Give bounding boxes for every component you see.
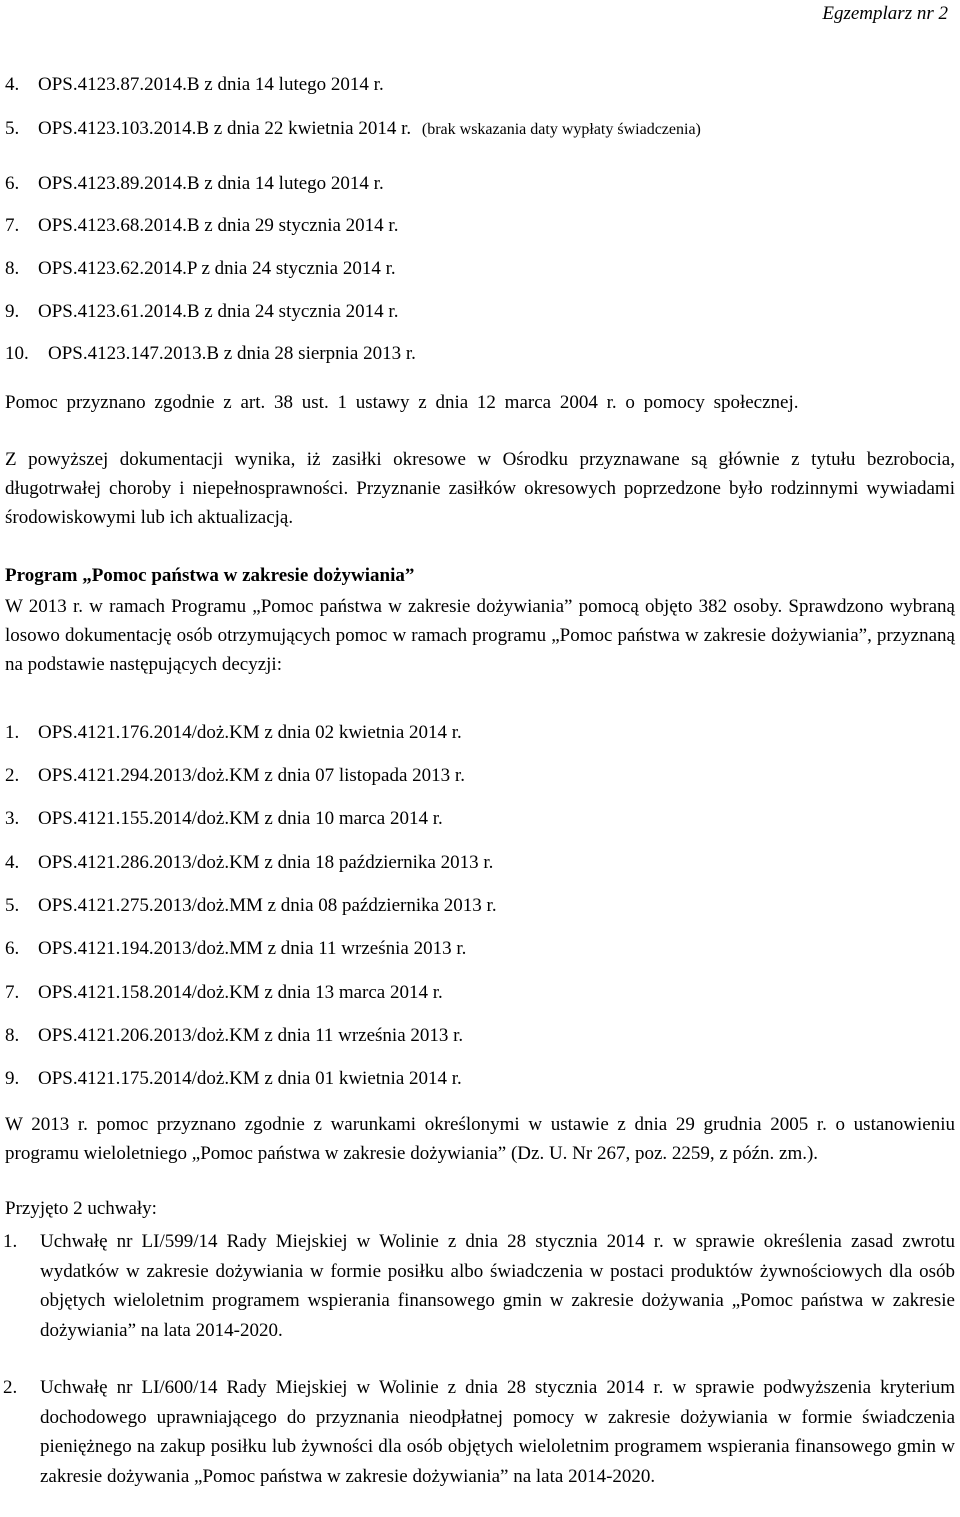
list-item-text: OPS.4123.103.2014.B z dnia 22 kwietnia 2014 r.	[38, 118, 412, 139]
resolutions-intro: Przyjęto 2 uchwały:	[5, 1198, 157, 1219]
list-item-number: 6.	[5, 173, 20, 194]
list-item-text: OPS.4121.286.2013/doż.KM z dnia 18 października 2013 r.	[38, 852, 494, 873]
list-item-text: OPS.4123.68.2014.B z dnia 29 stycznia 2014 r.	[38, 215, 399, 236]
list-item	[5, 895, 497, 917]
list-item	[5, 258, 396, 280]
list-item	[5, 118, 701, 140]
list-item	[5, 301, 398, 323]
legal-basis-paragraph: Pomoc przyznano zgodnie z art. 38 ust. 1 ustawy z dnia 12 marca 2004 r. o pomocy społecznej.	[5, 392, 799, 413]
list-item-number: 7.	[5, 982, 20, 1003]
list-item-text: OPS.4121.275.2013/doż.MM z dnia 08 października 2013 r.	[38, 895, 497, 916]
summary-paragraph: Z powyższej dokumentacji wynika, iż zasiłki okresowe w Ośrodku przyznawane są głównie z tytułu bezrobocia, długotrwałej choroby i niepełnosprawności. Przyznanie zasiłków okresowych poprzedzone było rodzinnymi wywiadami środowiskowymi lub ich aktualizacją.	[5, 449, 955, 528]
program-intro-paragraph: W 2013 r. w ramach Programu „Pomoc państwa w zakresie dożywiania” pomocą objęto 382 osoby. Sprawdzono wybraną losowo dokumentację osób otrzymujących pomoc w ramach programu „Pomoc państwa w zakresie dożywiania”, przyznaną na podstawie następujących decyzji:	[5, 596, 955, 675]
list-item-text: OPS.4123.61.2014.B z dnia 24 stycznia 2014 r.	[38, 301, 399, 322]
program-heading: Program „Pomoc państwa w zakresie dożywiania”	[5, 565, 415, 586]
list-item-number: 1.	[5, 722, 20, 743]
list-item-number: 5.	[5, 118, 20, 139]
list-item-text: OPS.4121.194.2013/doż.MM z dnia 11 września 2013 r.	[38, 938, 467, 959]
list-item-number: 7.	[5, 215, 20, 236]
list-item	[5, 765, 465, 787]
list-item-number: 4.	[5, 852, 20, 873]
list-item-number: 6.	[5, 938, 20, 959]
list-item-number: 8.	[5, 1025, 20, 1046]
resolution-item	[3, 1373, 955, 1491]
list-item	[5, 74, 384, 96]
list-item	[5, 982, 443, 1004]
list-item-number: 9.	[5, 301, 20, 322]
list-item-number: 10.	[5, 343, 29, 364]
list-item-number: 8.	[5, 258, 20, 279]
list-item-text: Uchwałę nr LI/599/14 Rady Miejskiej w Wolinie z dnia 28 stycznia 2014 r. w sprawie określenia zasad zwrotu wydatków w zakresie dożywiania w formie posiłku albo świadczenia w postaci produktów żywnościowych dla osób objętych wieloletnim programem wspierania finansowego gmin w zakresie dożywania „Pomoc państwa w zakresie dożywiania” na lata 2014-2020.	[40, 1231, 955, 1341]
list-item-number: 1.	[3, 1231, 18, 1252]
conditions-paragraph: W 2013 r. pomoc przyznano zgodnie z warunkami określonymi w ustawie z dnia 29 grudnia 2005 r. o ustanowieniu programu wieloletniego „Pomoc państwa w zakresie dożywiania” (Dz. U. Nr 267, poz. 2259, z późn. zm.).	[5, 1114, 955, 1164]
list-item-text: OPS.4123.87.2014.B z dnia 14 lutego 2014 r.	[38, 74, 384, 95]
list-item-note: (brak wskazania daty wypłaty świadczenia)	[421, 121, 701, 138]
list-item-text: OPS.4121.155.2014/doż.KM z dnia 10 marca 2014 r.	[38, 808, 443, 829]
list-item	[5, 173, 384, 195]
list-item-text: OPS.4121.176.2014/doż.KM z dnia 02 kwietnia 2014 r.	[38, 722, 462, 743]
list-item-number: 2.	[3, 1377, 18, 1398]
list-item-text: OPS.4121.175.2014/doż.KM z dnia 01 kwietnia 2014 r.	[38, 1068, 462, 1089]
list-item	[5, 1068, 462, 1090]
list-item-text: OPS.4123.147.2013.B z dnia 28 sierpnia 2013 r.	[48, 343, 416, 364]
list-item	[5, 215, 398, 237]
list-item-text: OPS.4123.89.2014.B z dnia 14 lutego 2014 r.	[38, 173, 384, 194]
copy-label: Egzemplarz nr 2	[822, 3, 948, 24]
list-item	[5, 722, 462, 744]
list-item-number: 3.	[5, 808, 20, 829]
list-item-text: OPS.4121.158.2014/doż.KM z dnia 13 marca 2014 r.	[38, 982, 443, 1003]
list-item-text: OPS.4121.294.2013/doż.KM z dnia 07 listopada 2013 r.	[38, 765, 465, 786]
list-item	[5, 808, 443, 830]
resolution-item	[3, 1227, 955, 1345]
list-item-number: 5.	[5, 895, 20, 916]
list-item-text: OPS.4121.206.2013/doż.KM z dnia 11 września 2013 r.	[38, 1025, 464, 1046]
list-item-number: 4.	[5, 74, 20, 95]
list-item-number: 9.	[5, 1068, 20, 1089]
list-item-text: OPS.4123.62.2014.P z dnia 24 stycznia 2014 r.	[38, 258, 396, 279]
list-item-number: 2.	[5, 765, 20, 786]
list-item	[5, 343, 416, 365]
list-item	[5, 1025, 463, 1047]
list-item	[5, 938, 466, 960]
list-item	[5, 852, 493, 874]
list-item-text: Uchwałę nr LI/600/14 Rady Miejskiej w Wolinie z dnia 28 stycznia 2014 r. w sprawie podwyższenia kryterium dochodowego uprawniającego do przyznania nieodpłatnej pomocy w zakresie dożywiania w formie świadczenia pieniężnego na zakup posiłku lub żywności dla osób objętych wieloletnim programem wspierania finansowego gmin w zakresie dożywania „Pomoc państwa w zakresie dożywiania” na lata 2014-2020.	[40, 1377, 955, 1487]
